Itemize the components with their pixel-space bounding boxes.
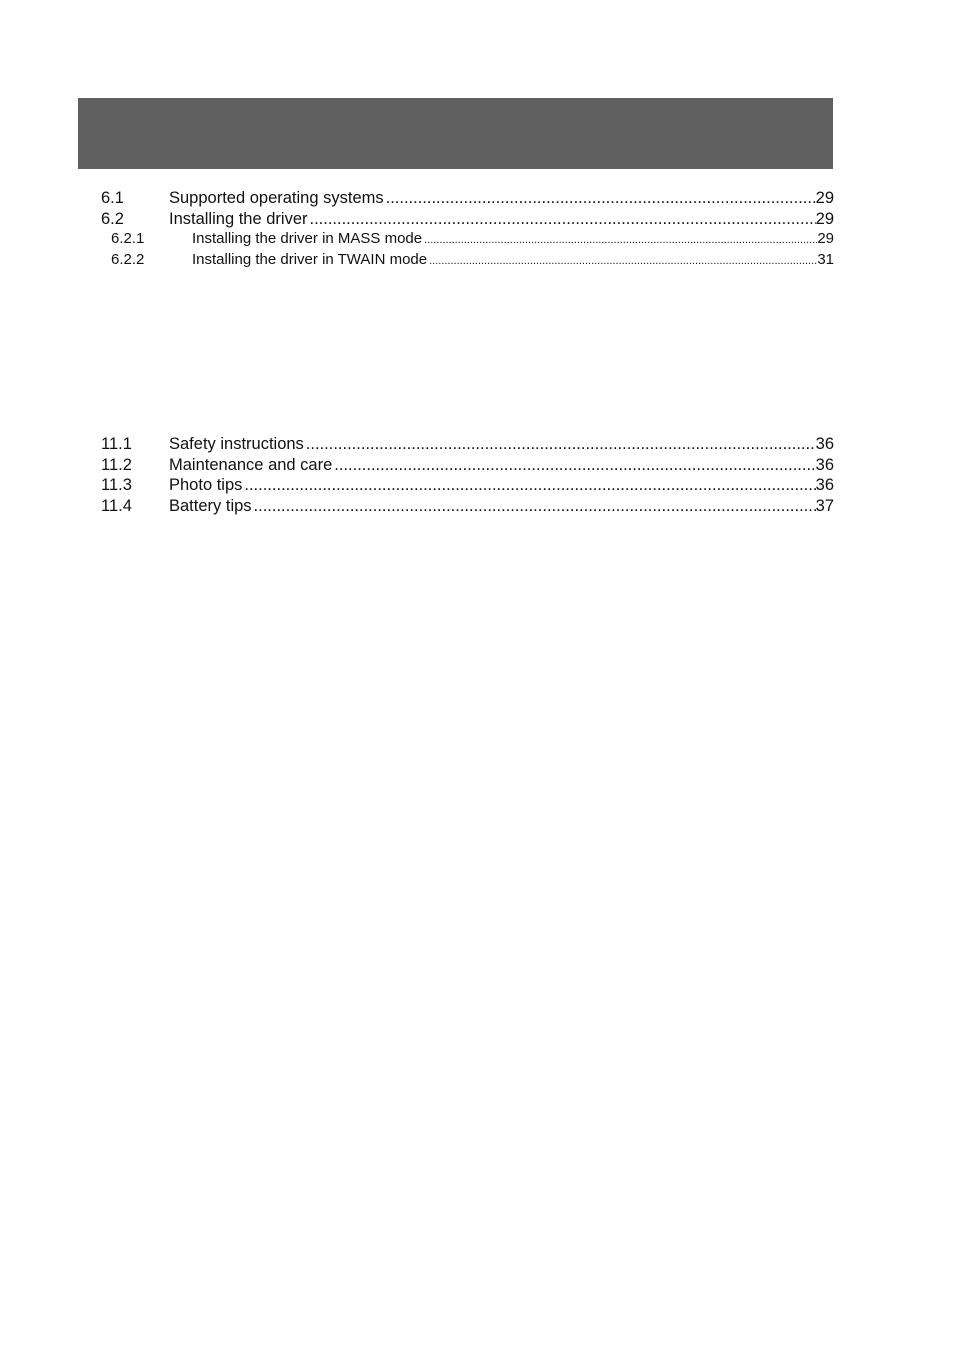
- toc-entry-6-2-2[interactable]: [101, 250, 834, 271]
- toc-entry-number: 11.1: [101, 435, 132, 453]
- toc-entry-6-2-1[interactable]: [101, 229, 834, 250]
- toc-entry-page: 36: [815, 455, 834, 474]
- toc-entry-6-2[interactable]: [101, 209, 834, 230]
- toc-entry-title: Installing the driver: [169, 209, 308, 228]
- toc-entry-page: 29: [815, 209, 834, 228]
- toc-entry-title: Photo tips: [169, 476, 243, 495]
- toc-entry-page: 29: [817, 230, 834, 248]
- toc-group-chapter-6: [101, 188, 834, 271]
- toc-dot-leader: [427, 250, 817, 271]
- toc-entry-page: 29: [815, 189, 834, 207]
- toc-entry-title: Battery tips: [169, 497, 252, 516]
- toc-entry-6-1[interactable]: [101, 188, 834, 209]
- toc-entry-11-2[interactable]: [101, 455, 834, 476]
- toc-entry-page: 31: [817, 251, 834, 269]
- toc-entry-page: 36: [815, 435, 834, 453]
- toc-dot-leader: [252, 496, 816, 517]
- toc-entry-page: 36: [815, 476, 834, 495]
- toc-entry-11-1[interactable]: [101, 434, 834, 455]
- toc-dot-leader: [308, 209, 816, 230]
- toc-entry-number: 11.2: [101, 455, 132, 474]
- toc-entry-title: Installing the driver in TWAIN mode: [192, 251, 428, 269]
- toc-dot-leader: [304, 434, 816, 455]
- toc-entry-title: Maintenance and care: [169, 455, 333, 474]
- toc-entry-11-3[interactable]: [101, 475, 834, 496]
- toc-entry-number: 6.2: [101, 209, 124, 228]
- toc-dot-leader: [242, 475, 815, 496]
- toc-entry-title: Supported operating systems: [169, 189, 384, 207]
- toc-group-chapter-11: [101, 434, 834, 517]
- toc-dot-leader: [332, 455, 815, 476]
- toc-entry-number: 11.4: [101, 497, 132, 516]
- toc-entry-number: 11.3: [101, 476, 132, 495]
- toc-entry-11-4[interactable]: [101, 496, 834, 517]
- toc-entry-number: 6.1: [101, 189, 124, 207]
- toc-entry-number: 6.2.1: [111, 230, 145, 248]
- toc-entry-title: Safety instructions: [169, 435, 304, 453]
- chapter-header-band: [78, 98, 833, 169]
- toc-dot-leader: [422, 229, 817, 250]
- toc-entry-title: Installing the driver in MASS mode: [192, 230, 423, 248]
- toc-entry-page: 37: [815, 497, 834, 516]
- toc-entry-number: 6.2.2: [111, 251, 145, 269]
- toc-dot-leader: [384, 188, 816, 209]
